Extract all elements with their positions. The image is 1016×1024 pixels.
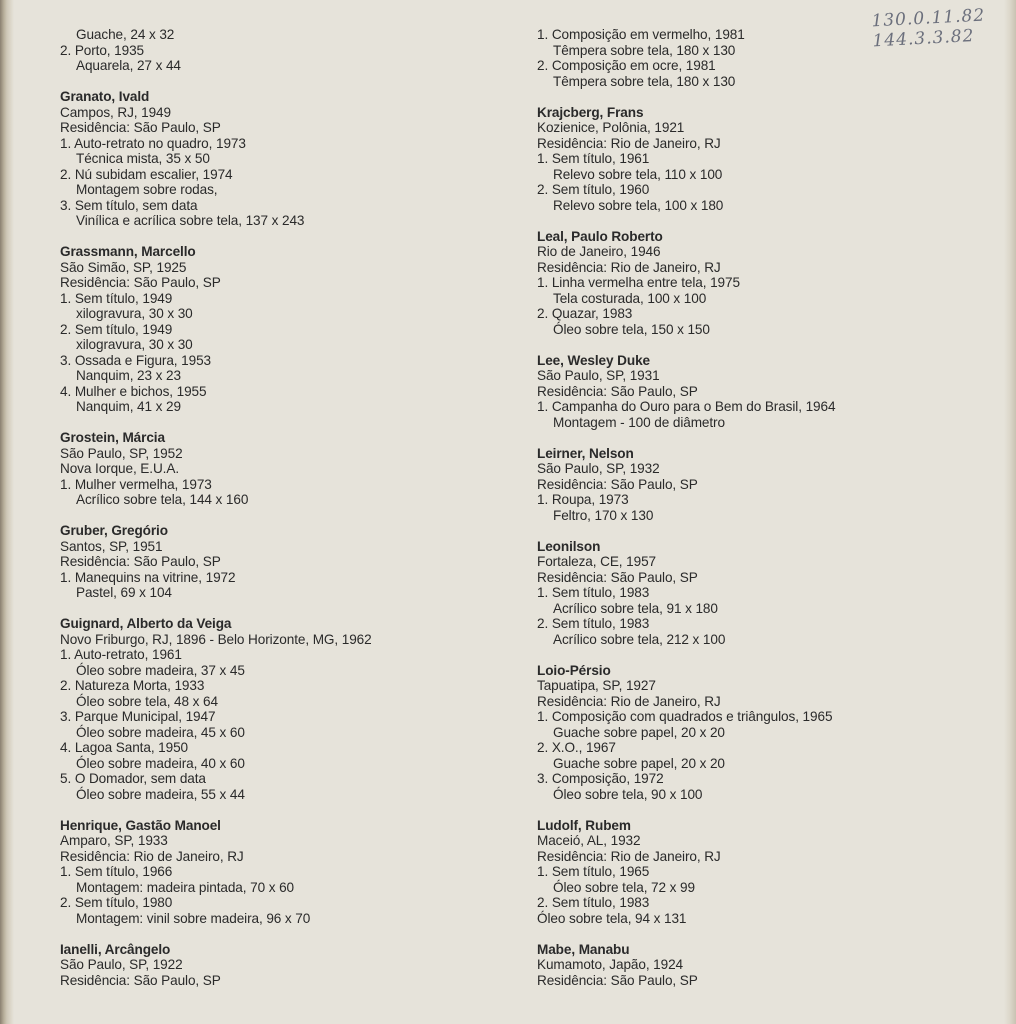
artist-info: São Paulo, SP, 1931	[537, 368, 660, 383]
artist-entry	[60, 27, 500, 74]
artist-entry	[537, 229, 977, 338]
artwork-detail: Pastel, 69 x 104	[76, 585, 172, 600]
artwork-title: 1. Manequins na vitrine, 1972	[60, 569, 236, 585]
artist-entry	[537, 539, 977, 648]
artwork-title: 1. Composição com quadrados e triângulos, 1965	[537, 709, 833, 724]
artist-entry	[60, 818, 500, 927]
artist-info: Residência: São Paulo, SP	[537, 476, 698, 492]
artist-entry	[537, 663, 977, 803]
artist-info: Kumamoto, Japão, 1924	[537, 957, 684, 972]
artwork-title: 1. Campanha do Ouro para o Bem do Brasil, 1964	[537, 399, 836, 414]
artwork-title: 3. Ossada e Figura, 1953	[60, 352, 212, 368]
artist-info: Residência: São Paulo, SP	[60, 554, 221, 569]
artwork-title: 1. Sem título, 1961	[537, 151, 650, 166]
artist-name: Leonilson	[537, 538, 601, 554]
artist-name: Guignard, Alberto da Veiga	[60, 616, 232, 631]
artist-entry	[60, 89, 500, 229]
artist-name: Loio-Pérsio	[537, 662, 611, 678]
artwork-title: 1. Sem título, 1965	[537, 864, 650, 879]
artwork-title: 4. Lagoa Santa, 1950	[60, 740, 189, 755]
artist-info: Residência: Rio de Janeiro, RJ	[537, 135, 721, 151]
artwork-detail: Montagem: madeira pintada, 70 x 60	[76, 879, 295, 895]
artwork-title: 2. Sem título, 1949	[60, 321, 173, 337]
artist-info: Residência: Rio de Janeiro, RJ	[537, 259, 721, 275]
artist-name: Mabe, Manabu	[537, 941, 630, 957]
artist-info: São Paulo, SP, 1932	[537, 461, 660, 476]
artwork-title: 2. Sem título, 1960	[537, 182, 650, 197]
artist-info: Residência: São Paulo, SP	[60, 275, 221, 290]
artwork-detail: Óleo sobre tela, 72 x 99	[553, 879, 695, 895]
artwork-title: 2. Sem título, 1983	[537, 616, 650, 631]
artist-entry	[537, 942, 977, 989]
artwork-title: 1. Auto-retrato no quadro, 1973	[60, 135, 246, 151]
artist-name: Grostein, Márcia	[60, 430, 165, 445]
artist-entry	[537, 818, 977, 927]
artist-info: Nova Iorque, E.U.A.	[60, 461, 179, 476]
artist-info: Residência: São Paulo, SP	[537, 972, 698, 988]
artist-info: Maceió, AL, 1932	[537, 833, 641, 848]
artwork-detail: xilogravura, 30 x 30	[76, 306, 193, 321]
artwork-detail: Guache sobre papel, 20 x 20	[553, 755, 725, 771]
artwork-detail: Têmpera sobre tela, 180 x 130	[553, 73, 736, 89]
artwork-title: 3. Composição, 1972	[537, 771, 664, 786]
artist-info: Kozienice, Polônia, 1921	[537, 120, 685, 135]
artist-name: Grassmann, Marcello	[60, 244, 196, 259]
artwork-title: 4. Mulher e bichos, 1955	[60, 383, 207, 399]
artist-info: Novo Friburgo, RJ, 1896 - Belo Horizonte, MG, 1962	[60, 631, 372, 647]
artwork-title: 2. Composição em ocre, 1981	[537, 58, 716, 73]
right-column	[537, 27, 977, 1004]
artwork-detail: Guache, 24 x 32	[76, 27, 175, 42]
artwork-detail: Vinílica e acrílica sobre tela, 137 x 243	[76, 213, 305, 228]
artist-info: Campos, RJ, 1949	[60, 104, 171, 120]
artwork-detail: Acrílico sobre tela, 212 x 100	[553, 631, 726, 647]
artist-entry	[537, 446, 977, 524]
artist-info: Amparo, SP, 1933	[60, 833, 168, 848]
artwork-title: 1. Roupa, 1973	[537, 492, 629, 507]
artist-entry	[60, 244, 500, 415]
artwork-title: 2. Quazar, 1983	[537, 306, 633, 321]
artist-entry	[537, 353, 977, 431]
artist-entry	[537, 105, 977, 214]
book-gutter	[0, 0, 14, 1024]
artwork-detail: Acrílico sobre tela, 144 x 160	[76, 492, 249, 507]
artist-info: Residência: Rio de Janeiro, RJ	[60, 848, 244, 864]
artist-entry	[60, 430, 500, 508]
artwork-detail: Óleo sobre madeira, 37 x 45	[76, 662, 245, 678]
artist-name: Granato, Ivald	[60, 89, 150, 104]
artwork-detail: Óleo sobre tela, 48 x 64	[76, 693, 218, 709]
artwork-title: 2. Nú subidam escalier, 1974	[60, 166, 233, 182]
artwork-detail: Tela costurada, 100 x 100	[553, 290, 707, 306]
artist-info: Santos, SP, 1951	[60, 538, 163, 554]
artwork-detail: Aquarela, 27 x 44	[76, 58, 181, 73]
left-column	[60, 27, 500, 1004]
artwork-detail: Têmpera sobre tela, 180 x 130	[553, 42, 736, 58]
artwork-title: 3. Parque Municipal, 1947	[60, 709, 216, 724]
artwork-detail: Feltro, 170 x 130	[553, 507, 654, 523]
artist-name: Henrique, Gastão Manoel	[60, 817, 221, 833]
artist-name: Leal, Paulo Roberto	[537, 228, 663, 244]
artist-info: Residência: São Paulo, SP	[60, 972, 221, 988]
artwork-detail: Guache sobre papel, 20 x 20	[553, 724, 725, 740]
artwork-detail: Óleo sobre tela, 150 x 150	[553, 321, 710, 337]
artwork-title: 1. Auto-retrato, 1961	[60, 647, 182, 662]
artist-name: Ludolf, Rubem	[537, 817, 631, 833]
artwork-title: 3. Sem título, sem data	[60, 197, 198, 213]
artist-info: Residência: São Paulo, SP	[537, 383, 698, 399]
artist-info: Residência: Rio de Janeiro, RJ	[537, 693, 721, 709]
artwork-detail: Montagem sobre rodas,	[76, 182, 218, 197]
artist-name: Leirner, Nelson	[537, 445, 634, 461]
artwork-title: 2. Natureza Morta, 1933	[60, 678, 205, 693]
artwork-title: 1. Sem título, 1966	[60, 864, 173, 879]
artist-entry	[537, 27, 977, 89]
artwork-title: 1. Linha vermelha entre tela, 1975	[537, 275, 740, 290]
artist-info: Fortaleza, CE, 1957	[537, 554, 656, 569]
artist-name: Lee, Wesley Duke	[537, 352, 650, 368]
artwork-title: 2. Sem título, 1980	[60, 895, 173, 910]
artwork-detail: Óleo sobre madeira, 55 x 44	[76, 786, 245, 802]
artwork-title: 1. Mulher vermelha, 1973	[60, 476, 212, 492]
artwork-title: 5. O Domador, sem data	[60, 771, 206, 786]
artwork-title: 1. Sem título, 1949	[60, 290, 173, 306]
artwork-title: 2. X.O., 1967	[537, 740, 616, 755]
artwork-detail: Acrílico sobre tela, 91 x 180	[553, 600, 718, 616]
artist-name: Krajcberg, Frans	[537, 104, 644, 120]
artwork-detail: Montagem: vinil sobre madeira, 96 x 70	[76, 910, 311, 926]
artwork-title: 1. Composição em vermelho, 1981	[537, 27, 745, 42]
artwork-detail: Nanquim, 41 x 29	[76, 399, 181, 414]
artist-name: Ianelli, Arcângelo	[60, 941, 171, 957]
artist-info: São Paulo, SP, 1952	[60, 445, 183, 461]
artwork-detail: Óleo sobre tela, 90 x 100	[553, 786, 703, 802]
artwork-title: 2. Porto, 1935	[60, 42, 144, 58]
artist-entry	[60, 523, 500, 601]
artist-info: Tapuatipa, SP, 1927	[537, 678, 656, 693]
artwork-detail: Técnica mista, 35 x 50	[76, 151, 210, 166]
artist-info: São Paulo, SP, 1922	[60, 957, 183, 972]
artwork-detail: Óleo sobre madeira, 45 x 60	[76, 724, 245, 740]
artist-name: Gruber, Gregório	[60, 523, 168, 538]
page-edge	[1004, 0, 1016, 1024]
artwork-detail: xilogravura, 30 x 30	[76, 337, 193, 352]
artwork-detail: Relevo sobre tela, 100 x 180	[553, 197, 724, 213]
artwork-detail: Óleo sobre madeira, 40 x 60	[76, 755, 245, 771]
artist-info: Residência: Rio de Janeiro, RJ	[537, 848, 721, 864]
artist-entry	[60, 616, 500, 802]
annotation-line: 144.3.3.82	[872, 26, 975, 52]
artist-info: Residência: São Paulo, SP	[537, 569, 698, 585]
artist-info: Residência: São Paulo, SP	[60, 120, 221, 135]
artwork-detail: Relevo sobre tela, 110 x 100	[553, 166, 723, 182]
artist-info: Rio de Janeiro, 1946	[537, 244, 661, 259]
artwork-detail: Montagem - 100 de diâmetro	[553, 414, 725, 430]
artist-info: São Simão, SP, 1925	[60, 259, 187, 275]
artist-info: Óleo sobre tela, 94 x 131	[537, 910, 687, 926]
artwork-detail: Nanquim, 23 x 23	[76, 368, 181, 383]
artwork-title: 1. Sem título, 1983	[537, 585, 650, 600]
artwork-title: 2. Sem título, 1983	[537, 895, 650, 910]
artist-entry	[60, 942, 500, 989]
annotation-line: 130.0.11.82	[871, 5, 986, 32]
